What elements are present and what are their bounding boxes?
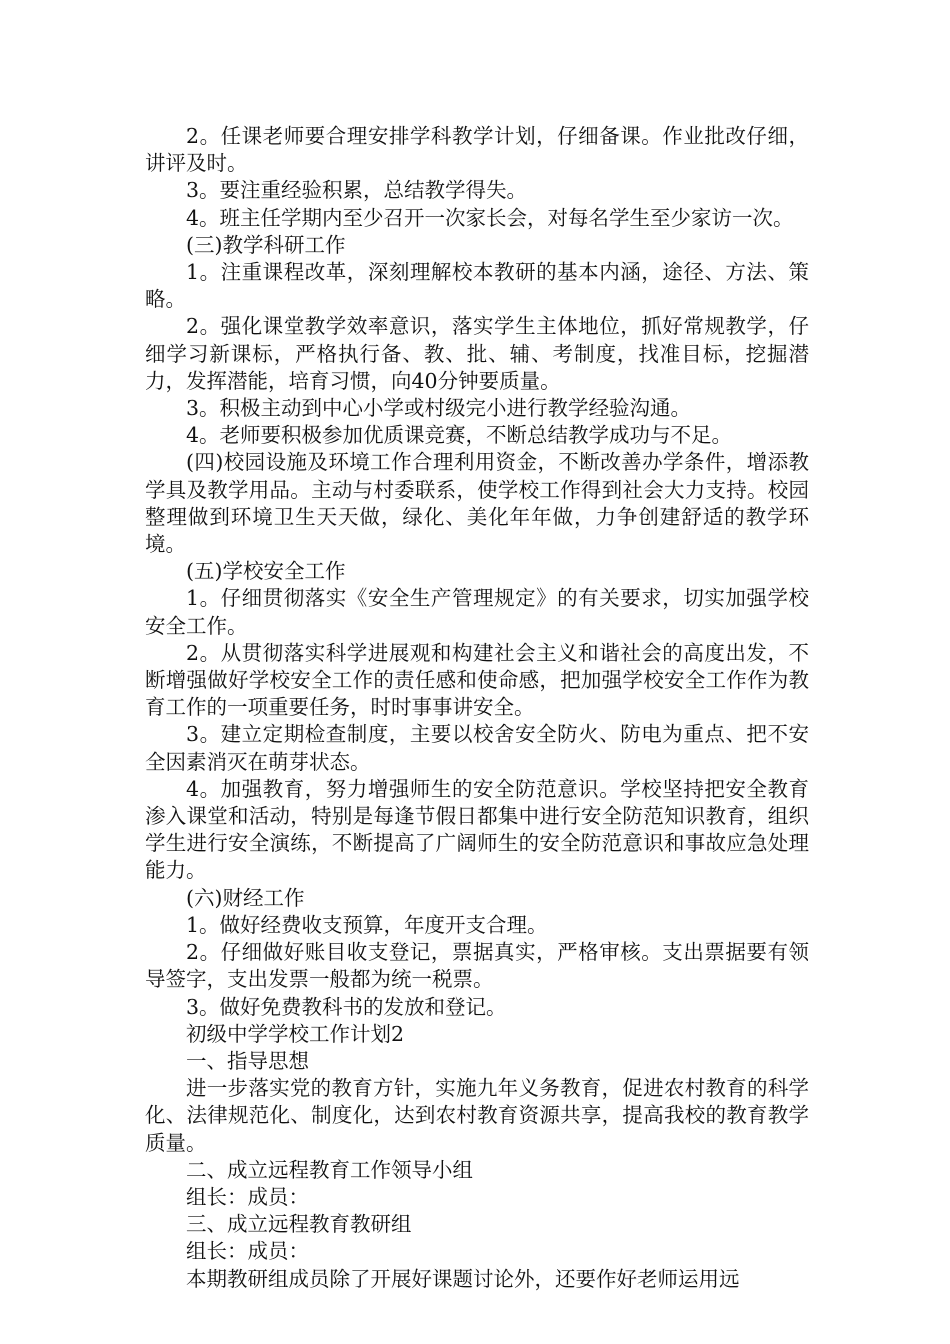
paragraph-item-4: 4。班主任学期内至少召开一次家长会，对每名学生至少家访一次。 bbox=[186, 205, 794, 230]
section-heading-guiding-ideology: 一、指导思想 bbox=[186, 1048, 309, 1073]
document-title-plan-2: 初级中学学校工作计划2 bbox=[186, 1021, 405, 1046]
section-heading-teaching-research: (三)教学科研工作 bbox=[186, 232, 346, 257]
paragraph-item-2: 2。任课老师要合理安排学科教学计划，仔细备课。作业批改仔细，讲评及时。 bbox=[145, 124, 809, 176]
section-heading-leadership-group: 二、成立远程教育工作领导小组 bbox=[186, 1157, 473, 1182]
paragraph-finance-3: 3。做好免费教科书的发放和登记。 bbox=[186, 994, 507, 1019]
leadership-group-members: 组长：成员： bbox=[186, 1184, 309, 1209]
paragraph-item-3: 3。要注重经验积累，总结教学得失。 bbox=[186, 178, 528, 203]
paragraph-research-1: 1。注重课程改革，深刻理解校本教研的基本内涵，途径、方法、策略。 bbox=[145, 260, 809, 312]
section-heading-research-group: 三、成立远程教育教研组 bbox=[186, 1212, 412, 1237]
section-heading-school-safety: (五)学校安全工作 bbox=[186, 559, 346, 584]
paragraph-campus-facilities: (四)校园设施及环境工作合理利用资金，不断改善办学条件，增添教学具及教学用品。主动与村委联系，使学校工作得到社会大力支持。校园整理做到环境卫生天天做，绿化、美化年年做，力争创建舒适的教学环境。 bbox=[145, 450, 809, 557]
paragraph-finance-2: 2。仔细做好账目收支登记，票据真实，严格审核。支出票据要有领导签字，支出发票一般都为统一税票。 bbox=[145, 940, 809, 992]
paragraph-guiding-ideology: 进一步落实党的教育方针，实施九年义务教育，促进农村教育的科学化、法律规范化、制度化，达到农村教育资源共享，提高我校的教育教学质量。 bbox=[145, 1076, 809, 1155]
paragraph-research-2: 2。强化课堂教学效率意识，落实学生主体地位，抓好常规教学，仔细学习新课标，严格执行备、教、批、辅、考制度，找准目标，挖掘潜力，发挥潜能，培育习惯，向40分钟要质量。 bbox=[145, 314, 809, 393]
paragraph-research-4: 4。老师要积极参加优质课竞赛，不断总结教学成功与不足。 bbox=[186, 423, 733, 448]
paragraph-safety-1: 1。仔细贯彻落实《安全生产管理规定》的有关要求，切实加强学校安全工作。 bbox=[145, 586, 809, 638]
research-group-members: 组长：成员： bbox=[186, 1239, 309, 1264]
section-heading-finance: (六)财经工作 bbox=[186, 885, 305, 910]
paragraph-finance-1: 1。做好经费收支预算，年度开支合理。 bbox=[186, 912, 548, 937]
paragraph-research-group-tasks: 本期教研组成员除了开展好课题讨论外，还要作好老师运用远 bbox=[186, 1266, 740, 1291]
paragraph-safety-4: 4。加强教育，努力增强师生的安全防范意识。学校坚持把安全教育渗入课堂和活动，特别是每逢节假日都集中进行安全防范知识教育，组织学生进行安全演练，不断提高了广阔师生的安全防范意识和事故应急处理能力。 bbox=[145, 776, 809, 883]
paragraph-safety-2: 2。从贯彻落实科学进展观和构建社会主义和谐社会的高度出发，不断增强做好学校安全工作的责任感和使命感，把加强学校安全工作作为教育工作的一项重要任务，时时事事讲安全。 bbox=[145, 640, 809, 720]
document-body bbox=[145, 123, 809, 1293]
paragraph-research-3: 3。积极主动到中心小学或村级完小进行教学经验沟通。 bbox=[186, 396, 692, 421]
paragraph-safety-3: 3。建立定期检查制度，主要以校舍安全防火、防电为重点、把不安全因素消灭在萌芽状态。 bbox=[145, 722, 809, 774]
